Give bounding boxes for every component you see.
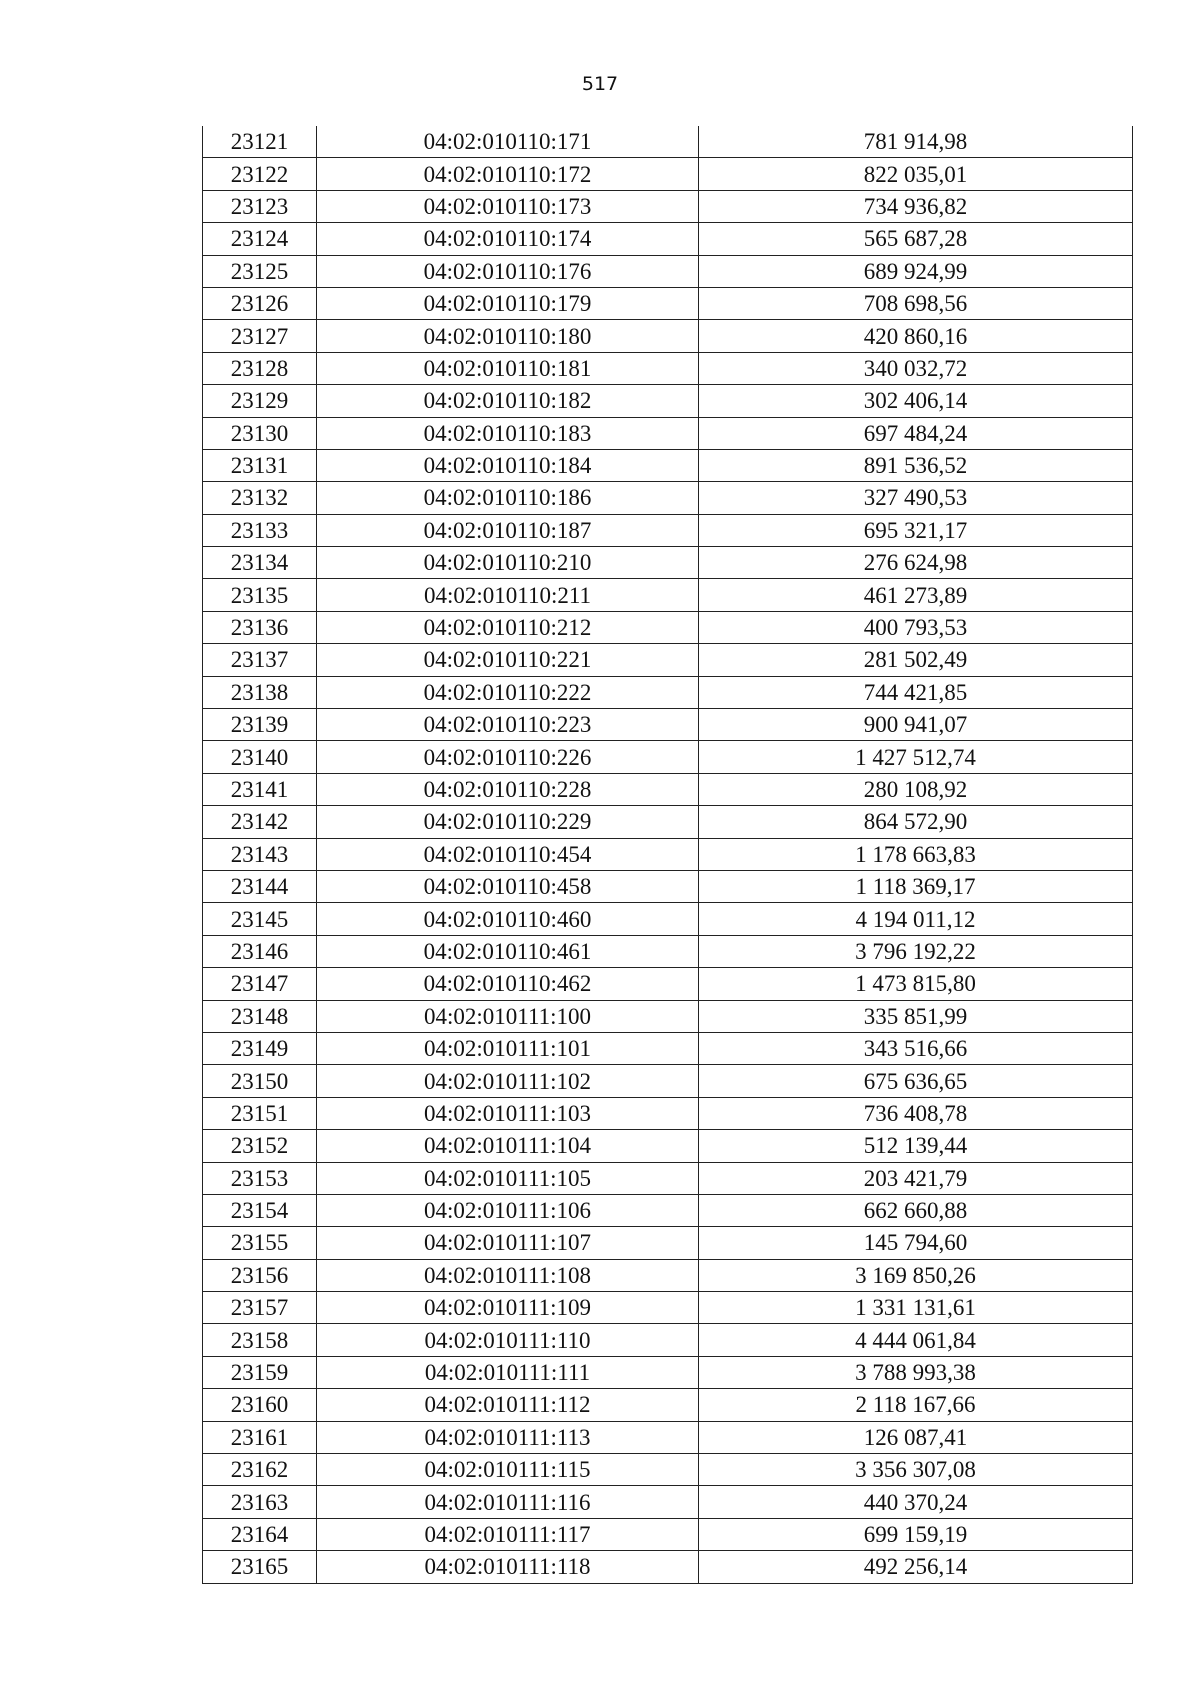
value-cell: 4 194 011,12 <box>699 903 1133 935</box>
table-row <box>203 579 1133 611</box>
table-row <box>203 1551 1133 1583</box>
value-cell: 708 698,56 <box>699 287 1133 319</box>
cadastral-number-cell: 04:02:010111:102 <box>317 1065 699 1097</box>
value-cell: 695 321,17 <box>699 514 1133 546</box>
row-number-cell: 23161 <box>203 1421 317 1453</box>
cadastral-number-cell: 04:02:010111:118 <box>317 1551 699 1583</box>
table-row <box>203 903 1133 935</box>
row-number-cell: 23160 <box>203 1389 317 1421</box>
table-row <box>203 158 1133 190</box>
table-row <box>203 223 1133 255</box>
row-number-cell: 23158 <box>203 1324 317 1356</box>
table-row <box>203 287 1133 319</box>
row-number-cell: 23156 <box>203 1259 317 1291</box>
row-number-cell: 23138 <box>203 676 317 708</box>
row-number-cell: 23127 <box>203 320 317 352</box>
value-cell: 864 572,90 <box>699 806 1133 838</box>
cadastral-number-cell: 04:02:010110:458 <box>317 870 699 902</box>
row-number-cell: 23142 <box>203 806 317 838</box>
value-cell: 1 178 663,83 <box>699 838 1133 870</box>
table-row <box>203 1000 1133 1032</box>
value-cell: 1 331 131,61 <box>699 1292 1133 1324</box>
cadastral-number-cell: 04:02:010110:179 <box>317 287 699 319</box>
value-cell: 1 118 369,17 <box>699 870 1133 902</box>
cadastral-number-cell: 04:02:010110:211 <box>317 579 699 611</box>
value-cell: 440 370,24 <box>699 1486 1133 1518</box>
cadastral-number-cell: 04:02:010110:173 <box>317 190 699 222</box>
value-cell: 3 169 850,26 <box>699 1259 1133 1291</box>
table-row <box>203 1486 1133 1518</box>
value-cell: 689 924,99 <box>699 255 1133 287</box>
cadastral-number-cell: 04:02:010111:112 <box>317 1389 699 1421</box>
value-cell: 302 406,14 <box>699 385 1133 417</box>
table-row <box>203 709 1133 741</box>
cadastral-number-cell: 04:02:010111:108 <box>317 1259 699 1291</box>
table-row <box>203 255 1133 287</box>
table-row <box>203 190 1133 222</box>
cadastral-number-cell: 04:02:010110:172 <box>317 158 699 190</box>
value-cell: 699 159,19 <box>699 1518 1133 1550</box>
value-cell: 281 502,49 <box>699 644 1133 676</box>
cadastral-number-cell: 04:02:010110:171 <box>317 126 699 158</box>
value-cell: 400 793,53 <box>699 611 1133 643</box>
cadastral-number-cell: 04:02:010110:223 <box>317 709 699 741</box>
cadastral-number-cell: 04:02:010110:460 <box>317 903 699 935</box>
row-number-cell: 23136 <box>203 611 317 643</box>
value-cell: 822 035,01 <box>699 158 1133 190</box>
cadastral-number-cell: 04:02:010110:461 <box>317 935 699 967</box>
cadastral-number-cell: 04:02:010110:184 <box>317 449 699 481</box>
value-cell: 1 427 512,74 <box>699 741 1133 773</box>
value-cell: 900 941,07 <box>699 709 1133 741</box>
cadastral-number-cell: 04:02:010110:228 <box>317 773 699 805</box>
row-number-cell: 23130 <box>203 417 317 449</box>
table-row <box>203 1518 1133 1550</box>
table-row <box>203 449 1133 481</box>
cadastral-number-cell: 04:02:010111:116 <box>317 1486 699 1518</box>
table-row <box>203 514 1133 546</box>
value-cell: 280 108,92 <box>699 773 1133 805</box>
table-row <box>203 1162 1133 1194</box>
table-row <box>203 968 1133 1000</box>
value-cell: 3 788 993,38 <box>699 1356 1133 1388</box>
row-number-cell: 23147 <box>203 968 317 1000</box>
table-row <box>203 1356 1133 1388</box>
value-cell: 565 687,28 <box>699 223 1133 255</box>
row-number-cell: 23129 <box>203 385 317 417</box>
row-number-cell: 23122 <box>203 158 317 190</box>
table-row <box>203 1032 1133 1064</box>
cadastral-number-cell: 04:02:010111:103 <box>317 1097 699 1129</box>
data-table <box>202 126 1133 1584</box>
value-cell: 1 473 815,80 <box>699 968 1133 1000</box>
row-number-cell: 23133 <box>203 514 317 546</box>
table-row <box>203 417 1133 449</box>
table-row <box>203 1194 1133 1226</box>
cadastral-number-cell: 04:02:010111:113 <box>317 1421 699 1453</box>
cadastral-number-cell: 04:02:010111:110 <box>317 1324 699 1356</box>
cadastral-number-cell: 04:02:010111:101 <box>317 1032 699 1064</box>
cadastral-number-cell: 04:02:010110:210 <box>317 547 699 579</box>
row-number-cell: 23145 <box>203 903 317 935</box>
row-number-cell: 23148 <box>203 1000 317 1032</box>
table-row <box>203 773 1133 805</box>
cadastral-number-cell: 04:02:010111:109 <box>317 1292 699 1324</box>
cadastral-number-cell: 04:02:010111:117 <box>317 1518 699 1550</box>
row-number-cell: 23128 <box>203 352 317 384</box>
table-row <box>203 352 1133 384</box>
table-row <box>203 1389 1133 1421</box>
row-number-cell: 23157 <box>203 1292 317 1324</box>
table-row <box>203 838 1133 870</box>
table-row <box>203 385 1133 417</box>
cadastral-number-cell: 04:02:010111:104 <box>317 1130 699 1162</box>
row-number-cell: 23151 <box>203 1097 317 1129</box>
row-number-cell: 23164 <box>203 1518 317 1550</box>
table-row <box>203 126 1133 158</box>
value-cell: 734 936,82 <box>699 190 1133 222</box>
cadastral-number-cell: 04:02:010110:174 <box>317 223 699 255</box>
value-cell: 420 860,16 <box>699 320 1133 352</box>
table-row <box>203 1097 1133 1129</box>
table-row <box>203 806 1133 838</box>
row-number-cell: 23146 <box>203 935 317 967</box>
value-cell: 203 421,79 <box>699 1162 1133 1194</box>
row-number-cell: 23153 <box>203 1162 317 1194</box>
cadastral-number-cell: 04:02:010110:221 <box>317 644 699 676</box>
cadastral-number-cell: 04:02:010111:111 <box>317 1356 699 1388</box>
cadastral-number-cell: 04:02:010111:115 <box>317 1454 699 1486</box>
value-cell: 3 356 307,08 <box>699 1454 1133 1486</box>
value-cell: 662 660,88 <box>699 1194 1133 1226</box>
value-cell: 675 636,65 <box>699 1065 1133 1097</box>
table-row <box>203 547 1133 579</box>
row-number-cell: 23165 <box>203 1551 317 1583</box>
page-number: 517 <box>581 73 619 95</box>
table-row <box>203 935 1133 967</box>
row-number-cell: 23144 <box>203 870 317 902</box>
table-row <box>203 1227 1133 1259</box>
row-number-cell: 23131 <box>203 449 317 481</box>
cadastral-number-cell: 04:02:010110:222 <box>317 676 699 708</box>
cadastral-number-cell: 04:02:010110:186 <box>317 482 699 514</box>
table-row <box>203 1065 1133 1097</box>
row-number-cell: 23124 <box>203 223 317 255</box>
cadastral-number-cell: 04:02:010110:462 <box>317 968 699 1000</box>
value-cell: 461 273,89 <box>699 579 1133 611</box>
table-row <box>203 870 1133 902</box>
cadastral-number-cell: 04:02:010110:226 <box>317 741 699 773</box>
value-cell: 781 914,98 <box>699 126 1133 158</box>
cadastral-number-cell: 04:02:010110:176 <box>317 255 699 287</box>
table-row <box>203 1259 1133 1291</box>
row-number-cell: 23139 <box>203 709 317 741</box>
cadastral-number-cell: 04:02:010110:181 <box>317 352 699 384</box>
cadastral-number-cell: 04:02:010111:106 <box>317 1194 699 1226</box>
table-row <box>203 1292 1133 1324</box>
row-number-cell: 23125 <box>203 255 317 287</box>
table-row <box>203 1130 1133 1162</box>
cadastral-number-cell: 04:02:010111:100 <box>317 1000 699 1032</box>
row-number-cell: 23123 <box>203 190 317 222</box>
cadastral-number-cell: 04:02:010111:105 <box>317 1162 699 1194</box>
row-number-cell: 23121 <box>203 126 317 158</box>
value-cell: 276 624,98 <box>699 547 1133 579</box>
row-number-cell: 23143 <box>203 838 317 870</box>
cadastral-number-cell: 04:02:010110:212 <box>317 611 699 643</box>
value-cell: 492 256,14 <box>699 1551 1133 1583</box>
value-cell: 327 490,53 <box>699 482 1133 514</box>
row-number-cell: 23155 <box>203 1227 317 1259</box>
row-number-cell: 23141 <box>203 773 317 805</box>
cadastral-number-cell: 04:02:010110:182 <box>317 385 699 417</box>
row-number-cell: 23140 <box>203 741 317 773</box>
value-cell: 512 139,44 <box>699 1130 1133 1162</box>
value-cell: 145 794,60 <box>699 1227 1133 1259</box>
value-cell: 343 516,66 <box>699 1032 1133 1064</box>
value-cell: 891 536,52 <box>699 449 1133 481</box>
row-number-cell: 23154 <box>203 1194 317 1226</box>
cadastral-number-cell: 04:02:010110:180 <box>317 320 699 352</box>
table-row <box>203 1324 1133 1356</box>
row-number-cell: 23132 <box>203 482 317 514</box>
cadastral-number-cell: 04:02:010110:187 <box>317 514 699 546</box>
row-number-cell: 23134 <box>203 547 317 579</box>
table-row <box>203 320 1133 352</box>
row-number-cell: 23137 <box>203 644 317 676</box>
row-number-cell: 23162 <box>203 1454 317 1486</box>
table-row <box>203 1454 1133 1486</box>
cadastral-number-cell: 04:02:010110:229 <box>317 806 699 838</box>
row-number-cell: 23149 <box>203 1032 317 1064</box>
cadastral-number-cell: 04:02:010110:183 <box>317 417 699 449</box>
row-number-cell: 23150 <box>203 1065 317 1097</box>
value-cell: 736 408,78 <box>699 1097 1133 1129</box>
cadastral-number-cell: 04:02:010111:107 <box>317 1227 699 1259</box>
row-number-cell: 23163 <box>203 1486 317 1518</box>
value-cell: 744 421,85 <box>699 676 1133 708</box>
cadastral-number-cell: 04:02:010110:454 <box>317 838 699 870</box>
table-row <box>203 644 1133 676</box>
value-cell: 2 118 167,66 <box>699 1389 1133 1421</box>
value-cell: 4 444 061,84 <box>699 1324 1133 1356</box>
value-cell: 335 851,99 <box>699 1000 1133 1032</box>
table-row <box>203 482 1133 514</box>
value-cell: 126 087,41 <box>699 1421 1133 1453</box>
table-body <box>203 126 1133 1583</box>
table-row <box>203 676 1133 708</box>
value-cell: 697 484,24 <box>699 417 1133 449</box>
row-number-cell: 23126 <box>203 287 317 319</box>
row-number-cell: 23159 <box>203 1356 317 1388</box>
table-row <box>203 1421 1133 1453</box>
row-number-cell: 23152 <box>203 1130 317 1162</box>
row-number-cell: 23135 <box>203 579 317 611</box>
table-row <box>203 741 1133 773</box>
value-cell: 3 796 192,22 <box>699 935 1133 967</box>
value-cell: 340 032,72 <box>699 352 1133 384</box>
table-row <box>203 611 1133 643</box>
